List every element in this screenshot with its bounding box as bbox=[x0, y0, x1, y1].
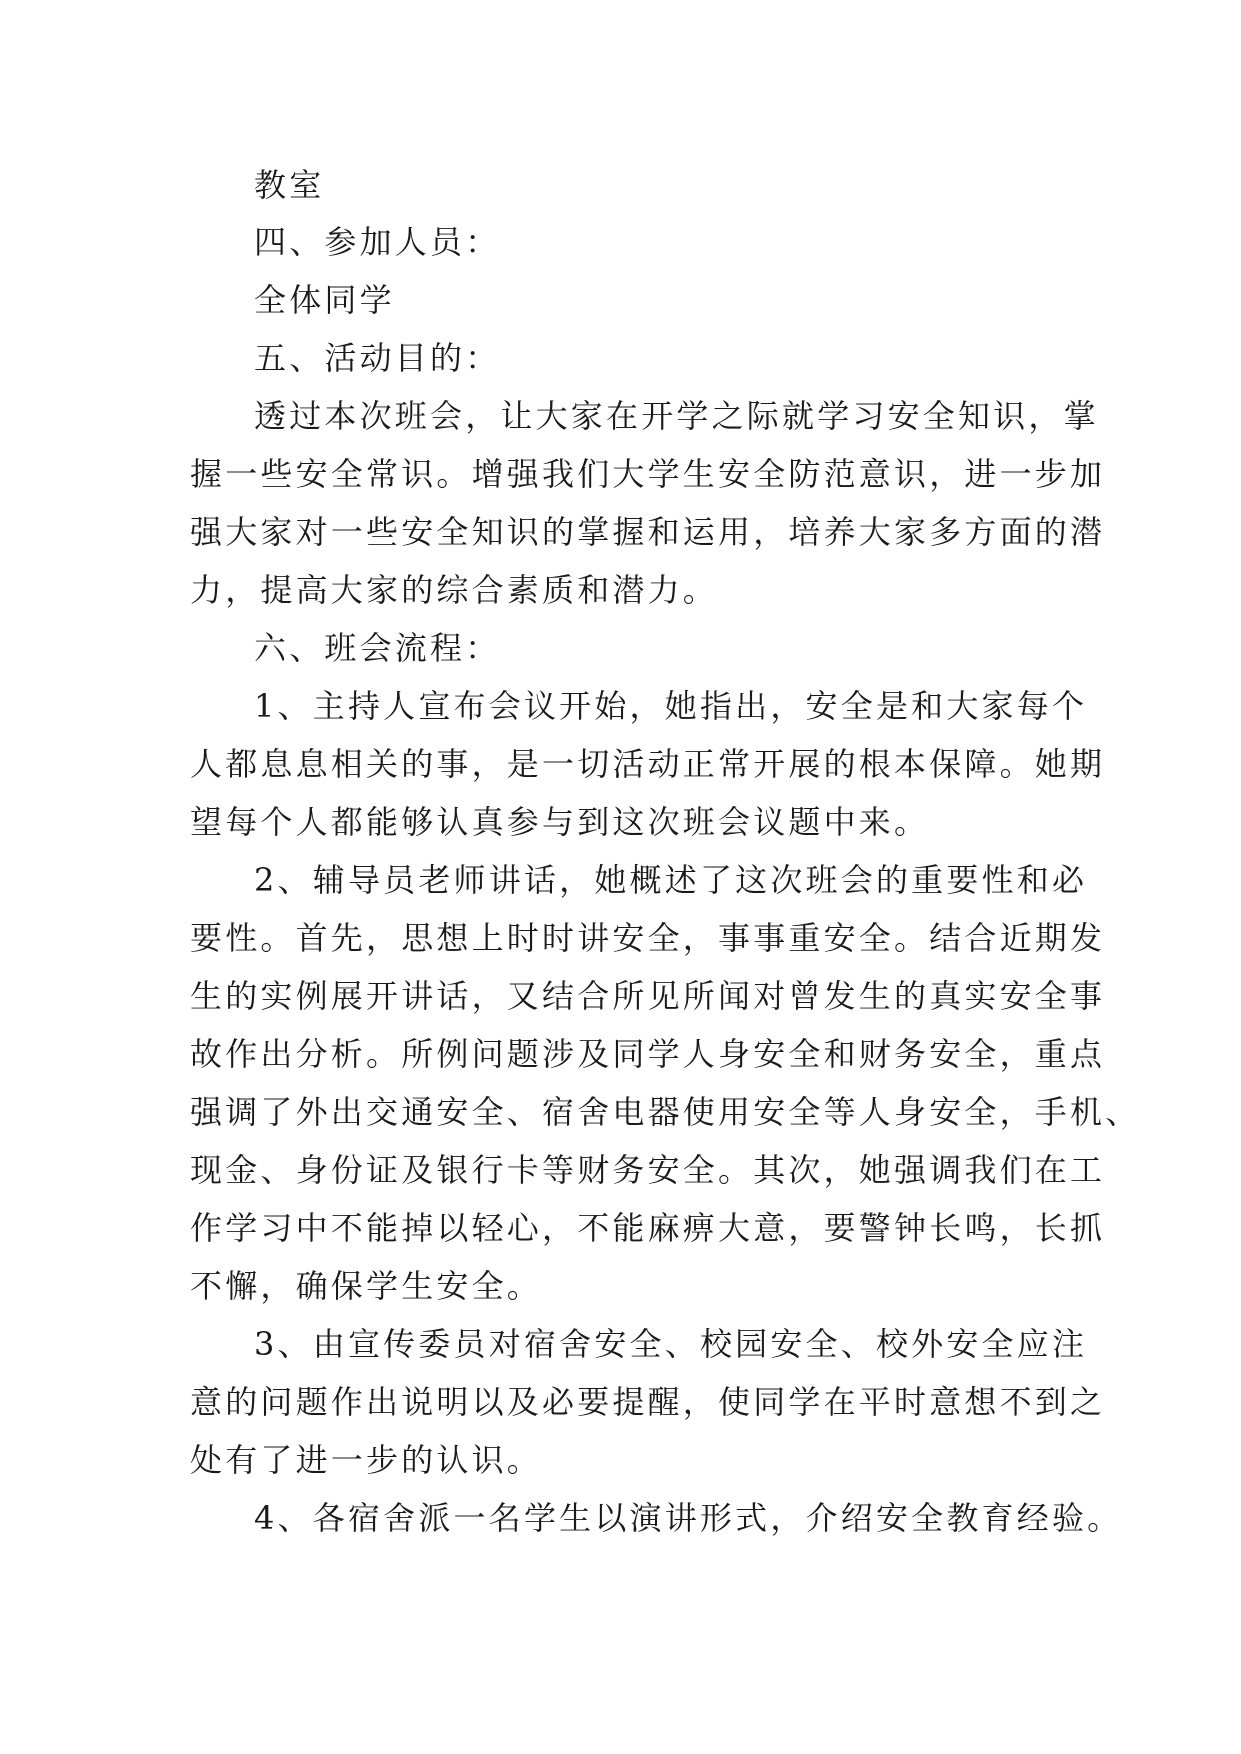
paragraph-line: 强大家对一些安全知识的掌握和运用，培养大家多方面的潜 bbox=[190, 513, 1106, 551]
paragraph-line: 2、辅导员老师讲话，她概述了这次班会的重要性和必 bbox=[254, 861, 1088, 899]
heading-participants: 四、参加人员： bbox=[254, 223, 501, 261]
paragraph-line: 4、各宿舍派一名学生以演讲形式，介绍安全教育经验。 bbox=[254, 1499, 1123, 1537]
paragraph-line: 作学习中不能掉以轻心，不能麻痹大意，要警钟长鸣，长抓 bbox=[190, 1209, 1106, 1247]
heading-purpose: 五、活动目的： bbox=[254, 339, 501, 377]
paragraph-line: 1、主持人宣布会议开始，她指出，安全是和大家每个 bbox=[254, 687, 1088, 725]
paragraph-line: 透过本次班会，让大家在开学之际就学习安全知识，掌 bbox=[254, 397, 1099, 435]
text-line-venue: 教室 bbox=[254, 166, 325, 204]
paragraph-line: 故作出分析。所例问题涉及同学人身安全和财务安全，重点 bbox=[190, 1035, 1106, 1073]
paragraph-line: 握一些安全常识。增强我们大学生安全防范意识，进一步加 bbox=[190, 455, 1106, 493]
paragraph-line: 强调了外出交通安全、宿舍电器使用安全等人身安全，手机、 bbox=[190, 1093, 1141, 1131]
paragraph-line: 生的实例展开讲话，又结合所见所闻对曾发生的真实安全事 bbox=[190, 977, 1106, 1015]
paragraph-line: 力，提高大家的综合素质和潜力。 bbox=[190, 571, 719, 609]
paragraph-line: 望每个人都能够认真参与到这次班会议题中来。 bbox=[190, 803, 930, 841]
paragraph-line: 要性。首先，思想上时时讲安全，事事重安全。结合近期发 bbox=[190, 919, 1106, 957]
paragraph-line: 不懈，确保学生安全。 bbox=[190, 1267, 543, 1305]
paragraph-line: 3、由宣传委员对宿舍安全、校园安全、校外安全应注 bbox=[254, 1325, 1088, 1363]
heading-procedure: 六、班会流程： bbox=[254, 629, 501, 667]
paragraph-line: 意的问题作出说明以及必要提醒，使同学在平时意想不到之 bbox=[190, 1383, 1106, 1421]
paragraph-line: 现金、身份证及银行卡等财务安全。其次，她强调我们在工 bbox=[190, 1151, 1106, 1189]
text-line-participants: 全体同学 bbox=[254, 281, 395, 319]
paragraph-line: 人都息息相关的事，是一切活动正常开展的根本保障。她期 bbox=[190, 745, 1106, 783]
paragraph-line: 处有了进一步的认识。 bbox=[190, 1441, 543, 1479]
